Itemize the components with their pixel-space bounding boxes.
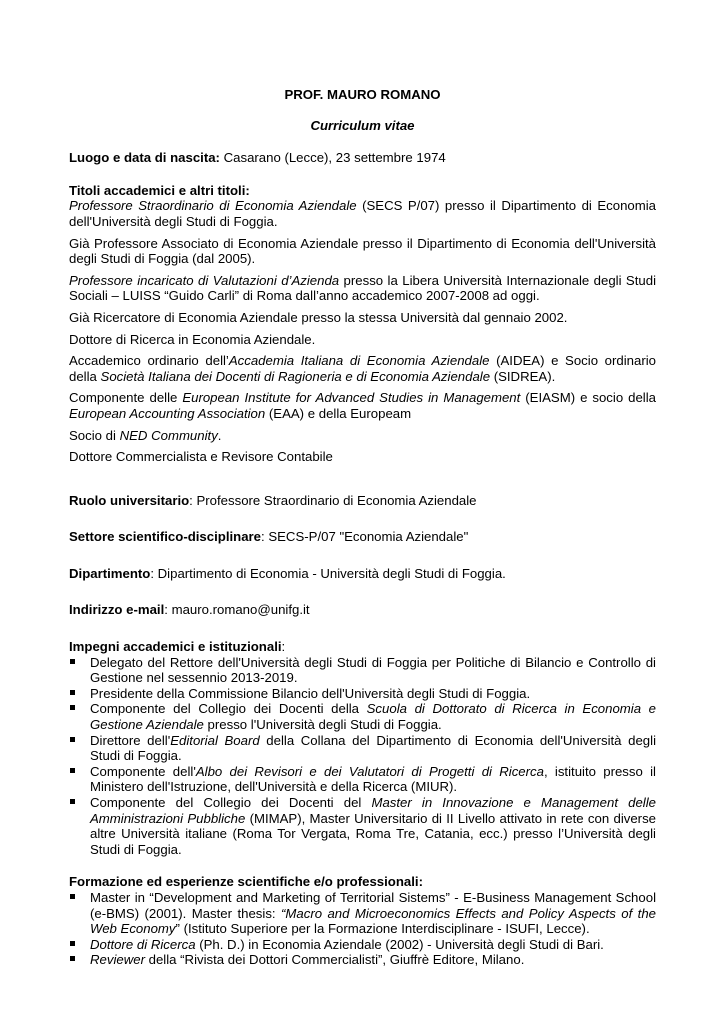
text-run-italic: Scuola di Dottorato di Ricerca in Economia e Gestione Aziendale bbox=[90, 701, 656, 733]
text-run-italic: Reviewer bbox=[90, 952, 145, 968]
impegni-colon: : bbox=[281, 639, 286, 655]
birth-label: Luogo e data di nascita: bbox=[69, 150, 220, 166]
text-run-italic: Albo dei Revisori e dei Valutatori di Progetti di Ricerca bbox=[195, 763, 544, 779]
document-body bbox=[69, 87, 656, 968]
list-item bbox=[69, 890, 656, 937]
titoli-section bbox=[69, 183, 656, 465]
bullet-square-icon bbox=[70, 941, 75, 946]
bullet-square-icon bbox=[70, 768, 75, 773]
titoli-paragraph: Dottore di Ricerca in Economia Aziendale. bbox=[69, 331, 316, 347]
formazione-list bbox=[69, 890, 656, 968]
text-run: ” (Istituto Superiore per la Formazione Interdisciplinare - ISUFI, Lecce). bbox=[175, 921, 590, 937]
email-label: Indirizzo e-mail bbox=[69, 602, 165, 618]
text-run: (AIDEA) e Socio ordinario della bbox=[69, 353, 656, 384]
titoli-paragraph bbox=[69, 353, 656, 384]
bullet-square-icon bbox=[70, 894, 75, 899]
text-run-italic: European Accounting Association bbox=[69, 405, 266, 421]
text-run: (SIDREA). bbox=[490, 368, 556, 384]
text-run: Componente dell' bbox=[90, 763, 196, 779]
text-run-italic: Accademia Italiana di Economia Aziendale bbox=[228, 353, 490, 369]
text-run: Delegato del Rettore dell'Università degli Studi di Foggia per Politiche di Bilancio e Controllo di Gestione nel sessennio 2013-2019. bbox=[90, 654, 656, 686]
dipartimento-value: : Dipartimento di Economia - Università degli Studi di Foggia. bbox=[150, 565, 506, 581]
bullet-square-icon bbox=[70, 659, 75, 664]
impegni-section bbox=[69, 639, 656, 857]
bullet-square-icon bbox=[70, 690, 75, 695]
titoli-paragraph bbox=[69, 198, 656, 229]
settore-label: Settore scientifico-disciplinare bbox=[69, 529, 262, 545]
impegni-heading-line bbox=[69, 639, 656, 655]
titoli-paragraph: Dottore Commercialista e Revisore Contabile bbox=[69, 449, 333, 465]
titoli-heading: Titoli accademici e altri titoli: bbox=[69, 182, 250, 198]
titoli-paragraph bbox=[69, 390, 656, 421]
text-run: Socio di bbox=[69, 427, 120, 443]
text-run: Presidente della Commissione Bilancio dell'Università degli Studi di Foggia. bbox=[90, 685, 531, 701]
text-run: Accademico ordinario dell’ bbox=[69, 353, 229, 369]
titoli-p1-italic: Professore Straordinario di Economia Aziendale bbox=[69, 198, 357, 214]
titoli-paragraph bbox=[69, 273, 656, 304]
text-run: Direttore dell' bbox=[90, 732, 171, 748]
titoli-p3-text: presso la Libera Università Internazionale degli Studi Sociali – LUISS “Guido Carli” di Roma dall’anno accademico 2007-2008 ad oggi. bbox=[69, 272, 656, 304]
text-run: . bbox=[217, 427, 222, 443]
text-run: (Ph. D.) in Economia Aziendale (2002) - Università degli Studi di Bari. bbox=[195, 936, 604, 952]
titoli-p1-text: (SECS P/07) presso il Dipartimento di Economia dell'Università degli Studi di Foggia. bbox=[69, 198, 656, 229]
list-item bbox=[69, 655, 656, 686]
dipartimento-line bbox=[69, 566, 656, 582]
text-run: (EAA) e della Europeam bbox=[265, 405, 412, 421]
impegni-list bbox=[69, 655, 656, 858]
list-item bbox=[69, 795, 656, 857]
text-run: Master in “Development and Marketing of Territorial Sistems” - E-Business Management School (e-BMS) (2001). Master thesis: bbox=[90, 889, 656, 921]
text-run: Componente del Collegio dei Docenti del bbox=[90, 795, 372, 810]
text-run: Componente del Collegio dei Docenti della bbox=[90, 701, 367, 717]
settore-line bbox=[69, 529, 656, 545]
impegni-heading: Impegni accademici e istituzionali bbox=[69, 639, 282, 655]
ruolo-label: Ruolo universitario bbox=[69, 492, 190, 508]
text-run-italic: NED Community bbox=[119, 427, 218, 443]
formazione-heading: Formazione ed esperienze scientifiche e/o professionali: bbox=[69, 874, 423, 890]
text-run-italic: Editorial Board bbox=[170, 732, 260, 748]
ruolo-value: : Professore Straordinario di Economia Aziendale bbox=[189, 492, 477, 508]
text-run: (EIASM) e socio della bbox=[520, 390, 657, 406]
dipartimento-label: Dipartimento bbox=[69, 565, 151, 581]
list-item bbox=[69, 764, 656, 795]
text-run: Componente delle bbox=[69, 390, 183, 406]
text-run-italic: Master in Innovazione e Management delle Amministrazioni Pubbliche bbox=[90, 795, 656, 826]
text-run-italic: “Macro and Microeconomics Effects and Policy Aspects of the Web Economy bbox=[90, 905, 656, 937]
birth-value: Casarano (Lecce), 23 settembre 1974 bbox=[219, 150, 446, 166]
settore-value: : SECS-P/07 "Economia Aziendale" bbox=[261, 529, 469, 545]
document-subtitle: Curriculum vitae bbox=[310, 117, 415, 133]
list-item bbox=[69, 686, 656, 702]
text-run: della Collana del Dipartimento di Economia dell'Università degli Studi di Foggia. bbox=[90, 732, 656, 764]
titoli-p3-italic: Professore incaricato di Valutazioni d’Azienda bbox=[69, 272, 340, 288]
text-run: , istituito presso il Ministero dell'Istruzione, dell'Università e della Ricerca (MIUR). bbox=[90, 763, 656, 795]
email-line bbox=[69, 602, 656, 618]
text-run: (MIMAP), Master Universitario di II Livello attivato in rete con diverse altre Università italiane (Roma Tor Vergata, Roma Tre, Catania, ecc.) presso l’Università degli Studi di Foggia. bbox=[90, 810, 656, 857]
bullet-square-icon bbox=[70, 705, 75, 710]
list-item bbox=[69, 952, 656, 968]
text-run: presso l'Università degli Studi di Foggia. bbox=[203, 717, 442, 733]
titoli-paragraph: Già Professore Associato di Economia Aziendale presso il Dipartimento di Economia dell'Università degli Studi di Foggia (dal 2005). bbox=[69, 235, 656, 267]
bullet-square-icon bbox=[70, 956, 75, 961]
page-title: PROF. MAURO ROMANO bbox=[284, 87, 441, 102]
list-item bbox=[69, 701, 656, 732]
ruolo-line bbox=[69, 493, 656, 509]
bullet-square-icon bbox=[70, 737, 75, 742]
text-run-italic: European Institute for Advanced Studies in Management bbox=[182, 390, 521, 406]
text-run: della “Rivista dei Dottori Commercialisti”, Giuffrè Editore, Milano. bbox=[144, 952, 525, 968]
text-run-italic: Dottore di Ricerca bbox=[90, 936, 196, 952]
list-item bbox=[69, 937, 656, 953]
list-item bbox=[69, 733, 656, 764]
titoli-paragraph bbox=[69, 428, 656, 444]
birth-line bbox=[69, 150, 656, 166]
email-value: : mauro.romano@unifg.it bbox=[164, 602, 310, 618]
formazione-section bbox=[69, 874, 656, 968]
titoli-paragraph: Già Ricercatore di Economia Aziendale presso la stessa Università dal gennaio 2002. bbox=[69, 309, 568, 325]
bullet-square-icon bbox=[70, 799, 75, 804]
text-run-italic: Società Italiana dei Docenti di Ragioneria e di Economia Aziendale bbox=[100, 368, 491, 384]
